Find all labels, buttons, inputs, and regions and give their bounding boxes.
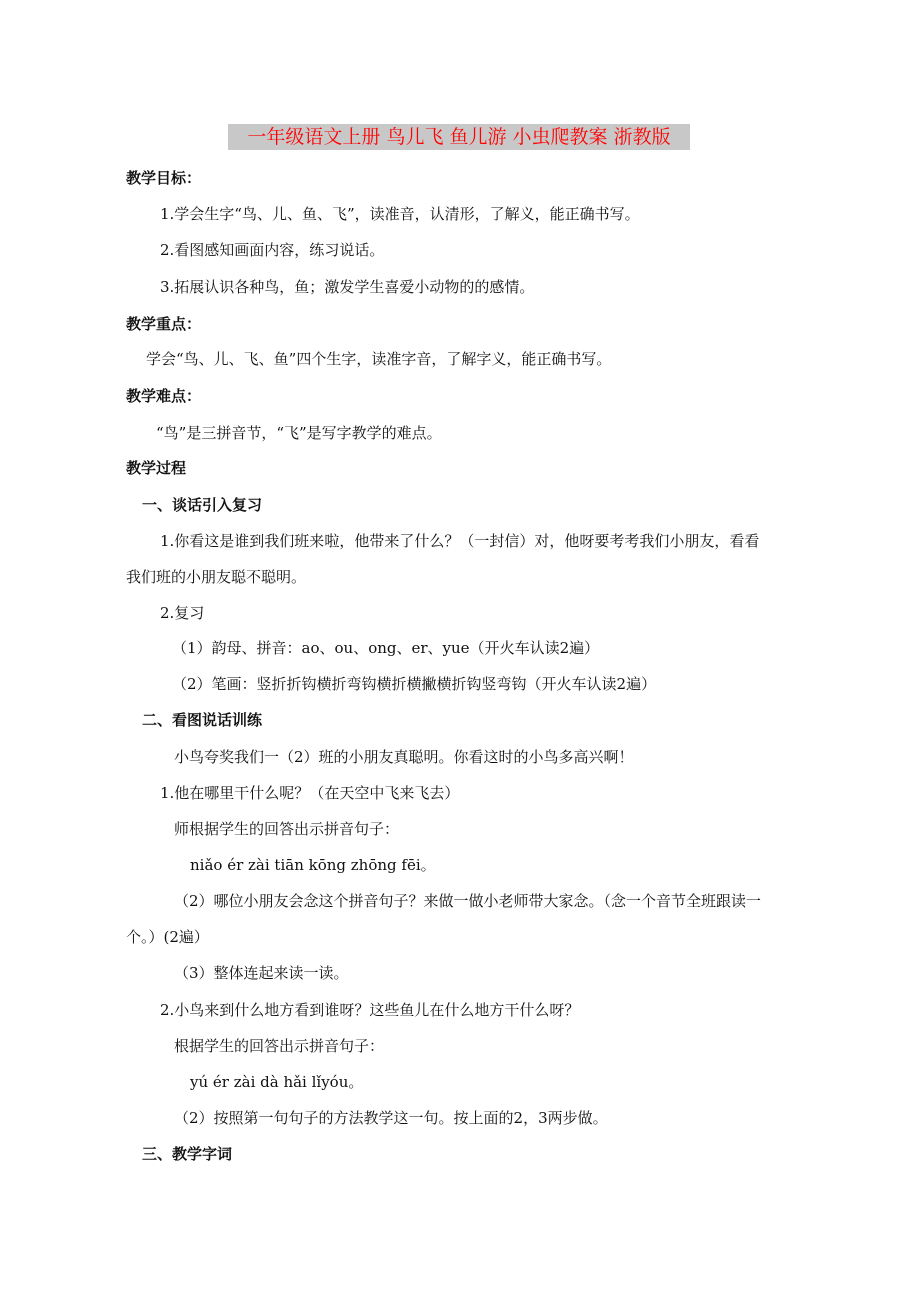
paragraph: 2.复习 (160, 604, 205, 622)
pinyin-sentence: niǎo ér zài tiān kōng zhōng fēi。 (190, 856, 436, 874)
paragraph: （2）按照第一句句子的方法教学这一句。按上面的2，3两步做。 (174, 1109, 608, 1127)
paragraph: （1）韵母、拼音：ao、ou、ong、er、yue（开火车认读2遍） (172, 639, 600, 657)
paragraph: 根据学生的回答出示拼音句子： (174, 1037, 385, 1055)
heading-key-points: 教学重点： (126, 315, 202, 333)
paragraph: （2）哪位小朋友会念这个拼音句子？来做一做小老师带大家念。（念一个音节全班跟读一 (174, 892, 762, 910)
document-title: 一年级语文上册 鸟儿飞 鱼儿游 小虫爬教案 浙教版 (228, 124, 690, 150)
paragraph: （2）笔画：竖折折钩横折弯钩横折横撇横折钩竖弯钩（开火车认读2遍） (172, 675, 657, 693)
paragraph: 师根据学生的回答出示拼音句子： (174, 820, 400, 838)
paragraph: 学会“鸟、儿、飞、鱼”四个生字，读准字音，了解字义，能正确书写。 (146, 350, 612, 368)
heading-objectives: 教学目标： (126, 169, 202, 187)
heading-process: 教学过程 (126, 459, 187, 477)
section-heading-3: 三、教学字词 (142, 1145, 233, 1163)
paragraph: 1.他在哪里干什么呢？（在天空中飞来飞去） (160, 784, 460, 802)
heading-difficulties: 教学难点： (126, 387, 202, 405)
paragraph: 我们班的小朋友聪不聪明。 (126, 568, 307, 586)
paragraph: 个。）(2遍） (126, 928, 209, 946)
paragraph: 2.看图感知画面内容，练习说话。 (160, 241, 385, 259)
paragraph: 2.小鸟来到什么地方看到谁呀？这些鱼儿在什么地方干什么呀？ (160, 1001, 580, 1019)
paragraph: “鸟”是三拼音节，“飞”是写字教学的难点。 (156, 424, 442, 442)
paragraph: 小鸟夸奖我们一（2）班的小朋友真聪明。你看这时的小鸟多高兴啊！ (174, 748, 634, 766)
paragraph: 1.你看这是谁到我们班来啦，他带来了什么？（一封信）对，他呀要考考我们小朋友，看看 (160, 532, 760, 550)
section-heading-2: 二、看图说话训练 (142, 711, 263, 729)
pinyin-sentence: yú ér zài dà hǎi lǐyóu。 (190, 1073, 364, 1091)
paragraph: 3.拓展认识各种鸟，鱼；激发学生喜爱小动物的的感情。 (160, 278, 535, 296)
paragraph: 1.学会生字“鸟、儿、鱼、飞”，读准音，认清形，了解义，能正确书写。 (160, 205, 640, 223)
section-heading-1: 一、谈话引入复习 (142, 496, 263, 514)
paragraph: （3）整体连起来读一读。 (174, 964, 349, 982)
